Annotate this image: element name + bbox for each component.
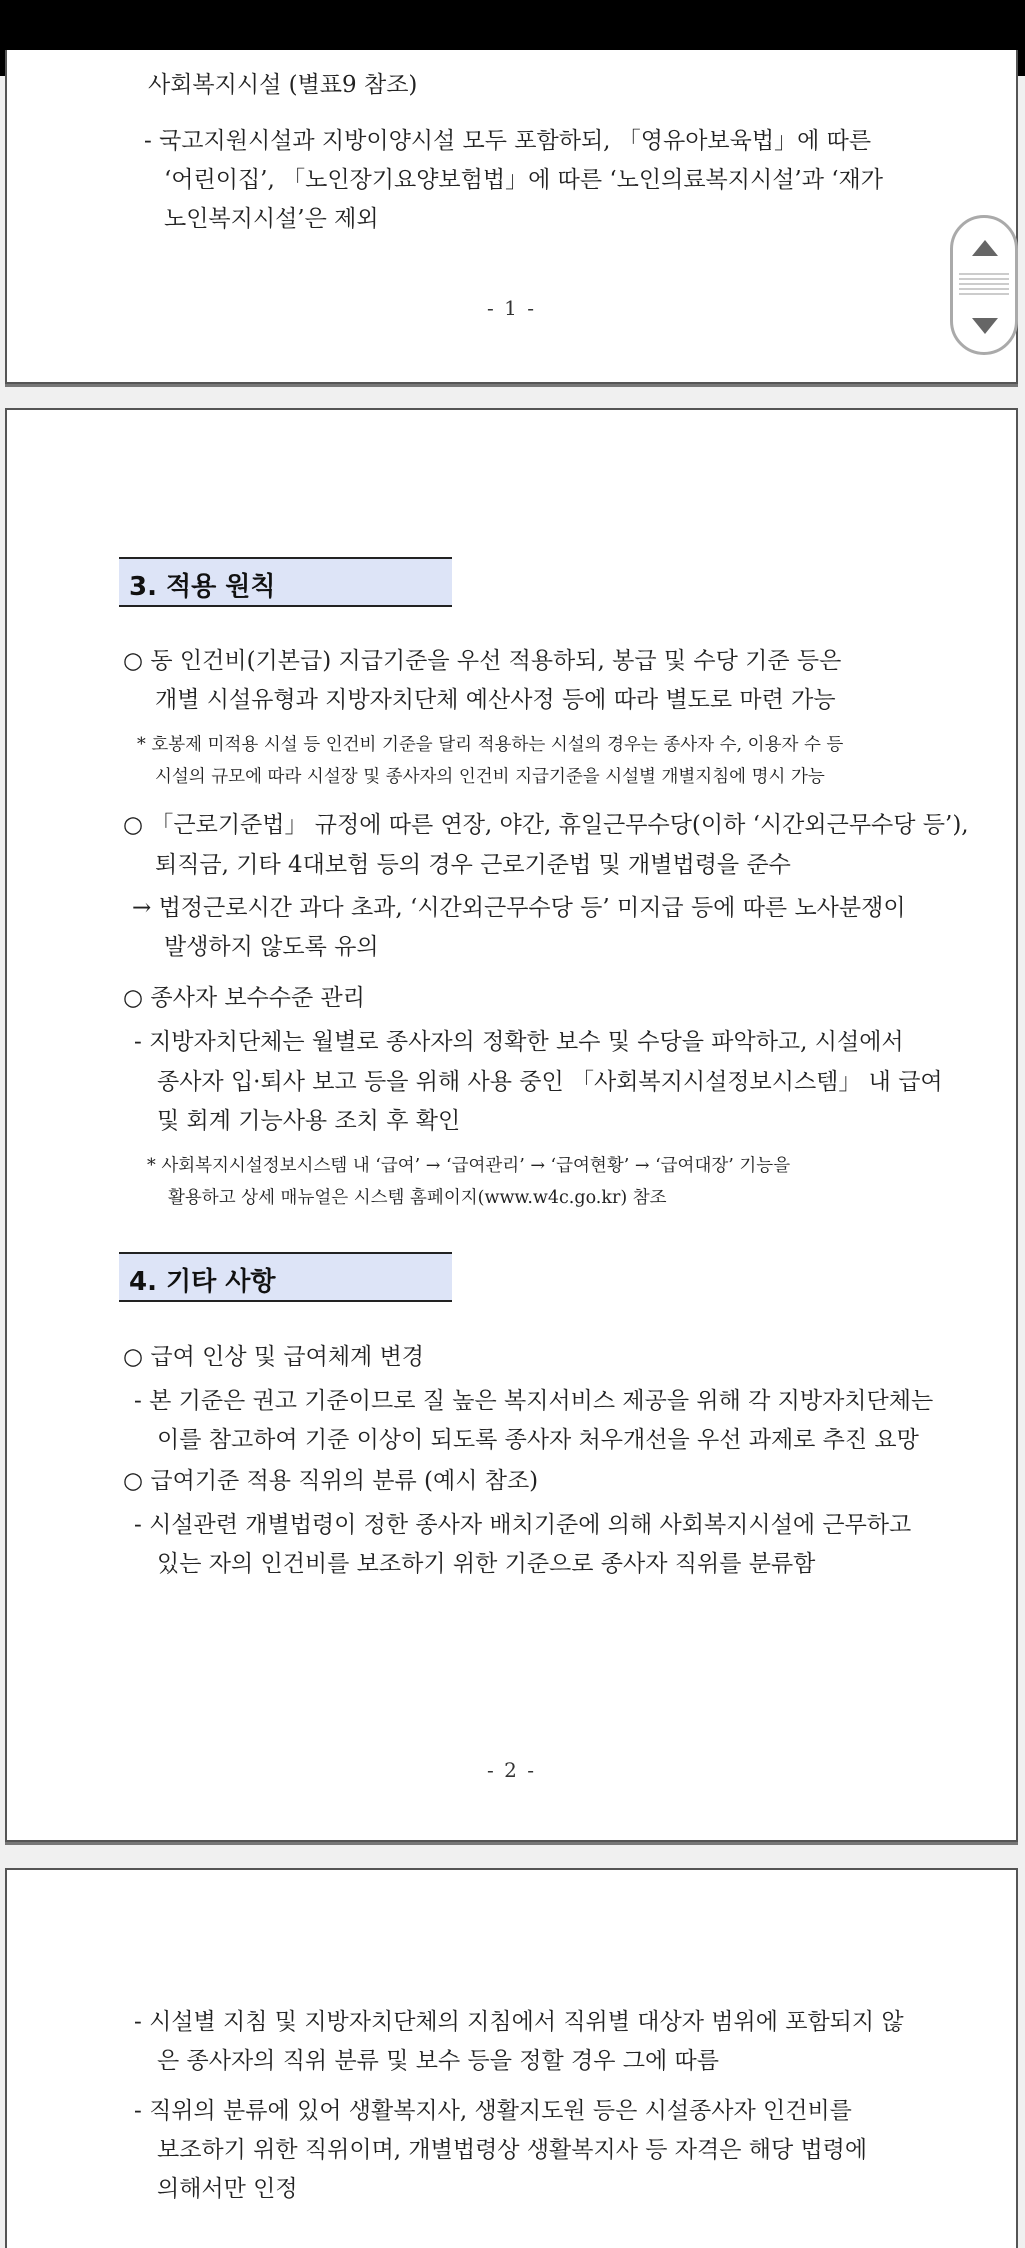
arrow-down-icon[interactable]	[970, 316, 1000, 336]
text-line: 발생하지 않도록 유의	[164, 934, 379, 960]
text-line: 노인복지시설’은 제외	[164, 206, 379, 232]
text-line: ○ 종사자 보수수준 관리	[123, 985, 365, 1011]
text-line: ○ 「근로기준법」 규정에 따른 연장, 야간, 휴일근무수당(이하 ‘시간외근무수당 등’),	[123, 812, 969, 838]
scroll-grip[interactable]	[959, 273, 1009, 297]
text-line: 의해서만 인정	[157, 2176, 298, 2202]
text-line: - 시설별 지침 및 지방자치단체의 지침에서 직위별 대상자 범위에 포함되지 않	[134, 2009, 904, 2035]
document-page-2	[5, 408, 1018, 1842]
text-line: - 시설관련 개별법령이 정한 종사자 배치기준에 의해 사회복지시설에 근무하고	[134, 1512, 912, 1538]
text-line: ○ 동 인건비(기본급) 지급기준을 우선 적용하되, 봉급 및 수당 기준 등은	[123, 648, 842, 674]
page-number: - 2 -	[487, 1758, 536, 1782]
text-line: ‘어린이집’, 「노인장기요양보험법」에 따른 ‘노인의료복지시설’과 ‘재가	[164, 167, 883, 193]
note-line: 활용하고 상세 매뉴얼은 시스템 홈페이지(www.w4c.go.kr) 참조	[168, 1188, 667, 1208]
text-line: 퇴직금, 기타 4대보험 등의 경우 근로기준법 및 개별법령을 준수	[155, 852, 791, 878]
note-line: * 사회복지시설정보시스템 내 ‘급여’ → ‘급여관리’ → ‘급여현황’ → ‘급여대장’ 기능을	[147, 1156, 791, 1176]
text-line: - 직위의 분류에 있어 생활복지사, 생활지도원 등은 시설종사자 인건비를	[134, 2098, 852, 2124]
text-line: 사회복지시설 (별표9 참조)	[148, 72, 418, 98]
text-line: 종사자 입·퇴사 보고 등을 위해 사용 중인 「사회복지시설정보시스템」 내 급여	[157, 1069, 943, 1095]
note-line: * 호봉제 미적용 시설 등 인건비 기준을 달리 적용하는 시설의 경우는 종사자 수, 이용자 수 등	[137, 735, 844, 755]
text-line: 있는 자의 인건비를 보조하기 위한 기준으로 종사자 직위를 분류함	[157, 1551, 816, 1577]
section-heading-4	[119, 1252, 452, 1302]
text-line: 은 종사자의 직위 분류 및 보수 등을 정할 경우 그에 따름	[157, 2048, 719, 2074]
arrow-up-icon[interactable]	[970, 238, 1000, 258]
text-line: ○ 급여기준 적용 직위의 분류 (예시 참조)	[123, 1468, 539, 1494]
text-line: → 법정근로시간 과다 초과, ‘시간외근무수당 등’ 미지급 등에 따른 노사분쟁이	[132, 895, 906, 921]
text-line: - 국고지원시설과 지방이양시설 모두 포함하되, 「영유아보육법」에 따른	[144, 128, 872, 154]
text-line: 보조하기 위한 직위이며, 개별법령상 생활복지사 등 자격은 해당 법령에	[157, 2137, 868, 2163]
section-title: 3. 적용 원칙	[129, 572, 276, 602]
text-line: 이를 참고하여 기준 이상이 되도록 종사자 처우개선을 우선 과제로 추진 요망	[157, 1427, 919, 1453]
page-scroll-control[interactable]	[950, 215, 1018, 355]
text-line: - 본 기준은 권고 기준이므로 질 높은 복지서비스 제공을 위해 각 지방자치단체는	[134, 1388, 934, 1414]
text-line: 개별 시설유형과 지방자치단체 예산사정 등에 따라 별도로 마련 가능	[155, 687, 836, 713]
text-line: ○ 급여 인상 및 급여체계 변경	[123, 1344, 425, 1370]
document-page-1	[5, 50, 1018, 384]
page-number: - 1 -	[487, 296, 536, 320]
note-line: 시설의 규모에 따라 시설장 및 종사자의 인건비 지급기준을 시설별 개별지침에 명시 가능	[155, 767, 825, 787]
text-line: - 지방자치단체는 월별로 종사자의 정확한 보수 및 수당을 파악하고, 시설에서	[134, 1029, 904, 1055]
text-line: 및 회계 기능사용 조치 후 확인	[157, 1108, 461, 1134]
section-title: 4. 기타 사항	[129, 1267, 276, 1297]
document-page-3	[5, 1868, 1018, 2248]
section-heading-3	[119, 557, 452, 607]
